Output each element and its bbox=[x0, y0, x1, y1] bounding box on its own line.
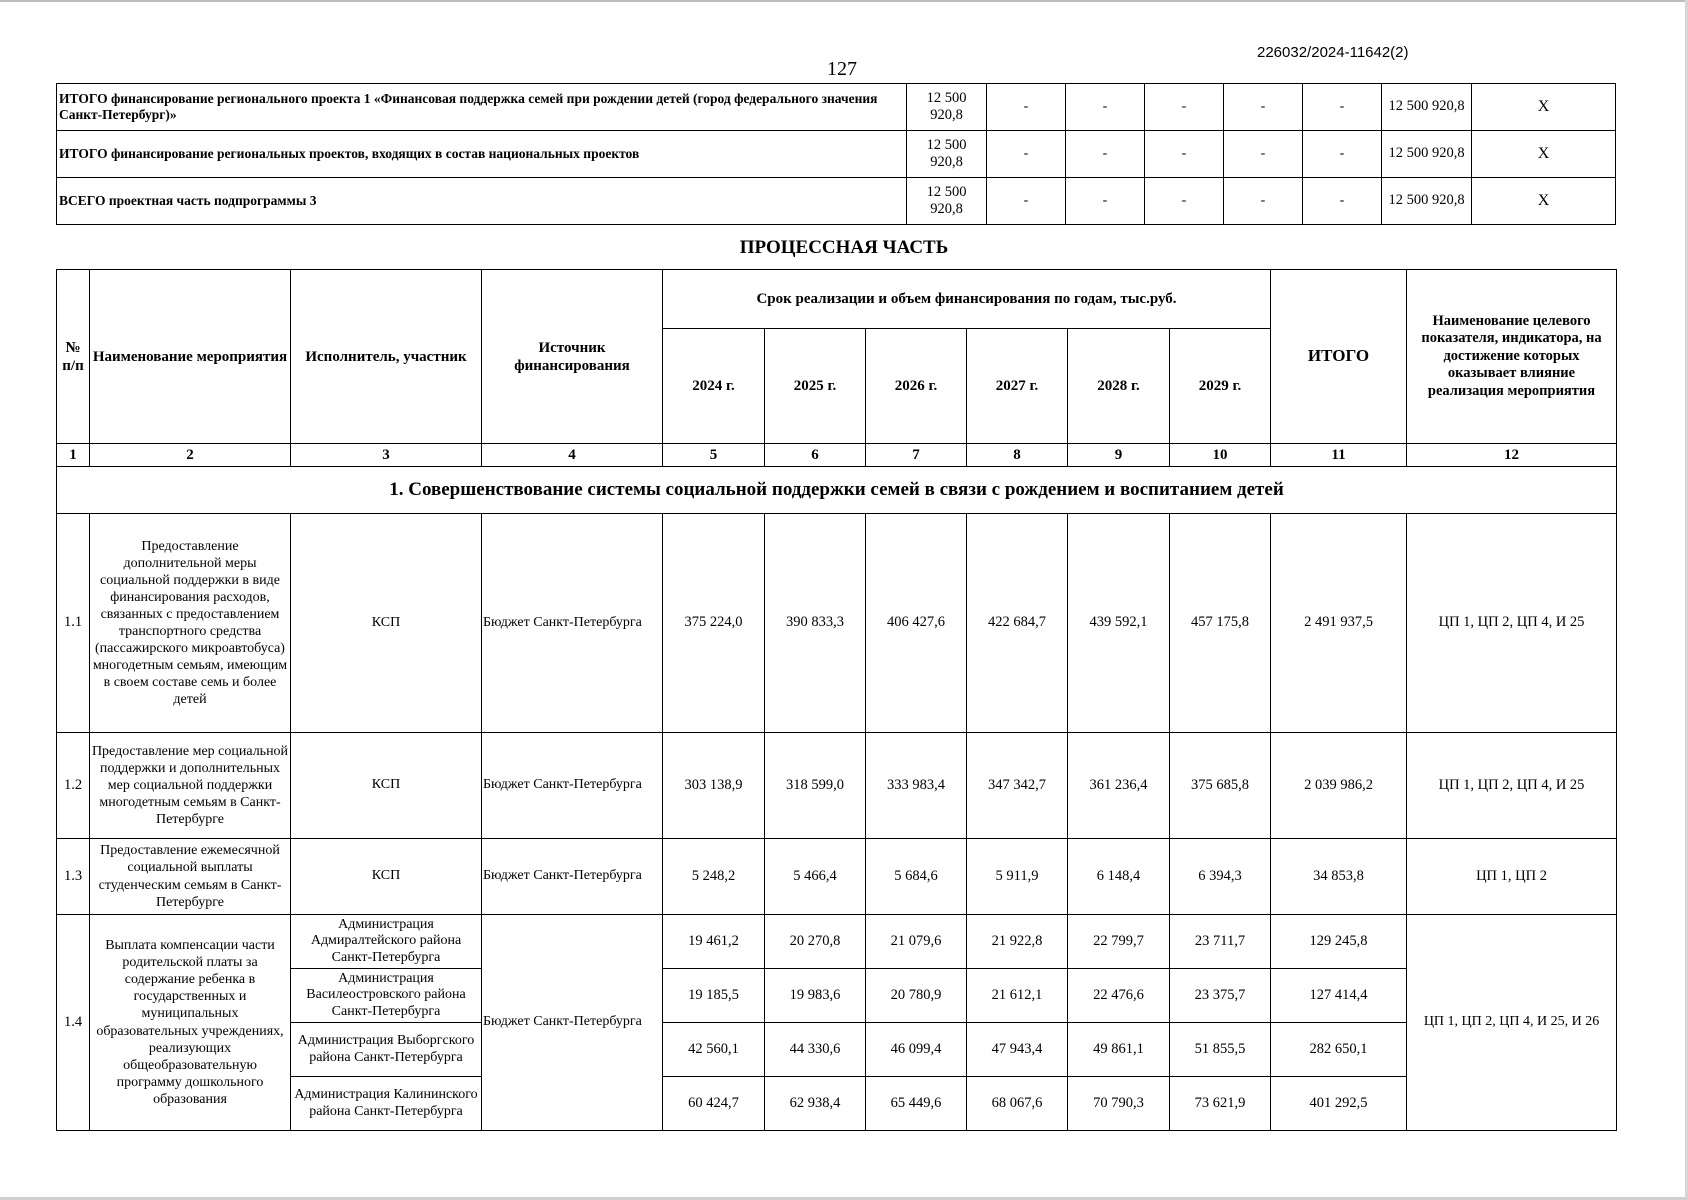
value-2028: 6 148,4 bbox=[1068, 839, 1170, 915]
row-number: 1.4 bbox=[57, 915, 90, 1131]
value-2028: 361 236,4 bbox=[1068, 733, 1170, 839]
row-total: 2 039 986,2 bbox=[1271, 733, 1407, 839]
row-total: 129 245,8 bbox=[1271, 915, 1407, 969]
value-2028: 22 799,7 bbox=[1068, 915, 1170, 969]
column-number: 5 bbox=[663, 444, 765, 467]
value-2024: 19 185,5 bbox=[663, 969, 765, 1023]
value-2027: 347 342,7 bbox=[967, 733, 1068, 839]
column-number: 8 bbox=[967, 444, 1068, 467]
funding-source: Бюджет Санкт-Петербурга bbox=[482, 915, 663, 1131]
row-number: 1.3 bbox=[57, 839, 90, 915]
value-2024: 375 224,0 bbox=[663, 514, 765, 733]
table-subrow bbox=[57, 969, 1617, 1023]
process-table bbox=[56, 269, 1617, 1131]
header-row bbox=[57, 270, 1617, 329]
totals-dash: - bbox=[1066, 84, 1145, 131]
column-number: 12 bbox=[1407, 444, 1617, 467]
section-title: ПРОЦЕССНАЯ ЧАСТЬ bbox=[739, 237, 949, 258]
totals-dash: - bbox=[1224, 178, 1303, 225]
value-2027: 21 612,1 bbox=[967, 969, 1068, 1023]
value-2026: 46 099,4 bbox=[866, 1023, 967, 1077]
totals-dash: - bbox=[1303, 178, 1382, 225]
value-2029: 23 375,7 bbox=[1170, 969, 1271, 1023]
totals-row bbox=[57, 178, 1616, 225]
column-number: 9 bbox=[1068, 444, 1170, 467]
totals-dash: - bbox=[1066, 131, 1145, 178]
totals-2024: 12 500 920,8 bbox=[907, 178, 987, 225]
totals-row bbox=[57, 131, 1616, 178]
header-name: Наименование мероприятия bbox=[90, 270, 291, 444]
activity-name: Предоставление ежемесячной социальной выплаты студенческим семьям в Санкт-Петербурге bbox=[90, 839, 291, 915]
executor: КСП bbox=[291, 839, 482, 915]
executor: КСП bbox=[291, 514, 482, 733]
header-indicator: Наименование целевого показателя, индикатора, на достижение которых оказывает влияние реализация мероприятия bbox=[1407, 270, 1617, 444]
value-2027: 422 684,7 bbox=[967, 514, 1068, 733]
column-number: 11 bbox=[1271, 444, 1407, 467]
value-2026: 20 780,9 bbox=[866, 969, 967, 1023]
header-period: Срок реализации и объем финансирования по годам, тыс.руб. bbox=[663, 270, 1271, 329]
header-source: Источник финансирования bbox=[482, 270, 663, 444]
table-subrow bbox=[57, 1077, 1617, 1131]
value-2029: 73 621,9 bbox=[1170, 1077, 1271, 1131]
scan-edge-top bbox=[0, 0, 1688, 2]
totals-dash: - bbox=[1066, 178, 1145, 225]
value-2026: 406 427,6 bbox=[866, 514, 967, 733]
table-row bbox=[57, 839, 1617, 915]
indicator: ЦП 1, ЦП 2 bbox=[1407, 839, 1617, 915]
column-number: 2 bbox=[90, 444, 291, 467]
value-2029: 6 394,3 bbox=[1170, 839, 1271, 915]
value-2024: 19 461,2 bbox=[663, 915, 765, 969]
totals-dash: - bbox=[1303, 131, 1382, 178]
value-2025: 318 599,0 bbox=[765, 733, 866, 839]
header-year: 2027 г. bbox=[967, 329, 1068, 444]
executor: Администрация Василеостровского района Санкт-Петербурга bbox=[291, 969, 482, 1023]
value-2026: 21 079,6 bbox=[866, 915, 967, 969]
executor: Администрация Адмиралтейского района Санкт-Петербурга bbox=[291, 915, 482, 969]
value-2027: 47 943,4 bbox=[967, 1023, 1068, 1077]
funding-source: Бюджет Санкт-Петербурга bbox=[482, 733, 663, 839]
indicator: ЦП 1, ЦП 2, ЦП 4, И 25 bbox=[1407, 733, 1617, 839]
column-number: 10 bbox=[1170, 444, 1271, 467]
totals-dash: - bbox=[1145, 178, 1224, 225]
totals-dash: - bbox=[1224, 84, 1303, 131]
totals-sum: 12 500 920,8 bbox=[1382, 84, 1472, 131]
column-number: 4 bbox=[482, 444, 663, 467]
totals-mark: Х bbox=[1472, 84, 1616, 131]
totals-mark: Х bbox=[1472, 131, 1616, 178]
value-2025: 5 466,4 bbox=[765, 839, 866, 915]
table-row bbox=[57, 733, 1617, 839]
totals-dash: - bbox=[1303, 84, 1382, 131]
value-2024: 303 138,9 bbox=[663, 733, 765, 839]
totals-2024: 12 500 920,8 bbox=[907, 131, 987, 178]
header-year: 2029 г. bbox=[1170, 329, 1271, 444]
totals-dash: - bbox=[987, 178, 1066, 225]
value-2024: 5 248,2 bbox=[663, 839, 765, 915]
section-heading: 1. Совершенствование системы социальной поддержки семей в связи с рождением и воспитанием детей bbox=[57, 467, 1617, 514]
row-total: 2 491 937,5 bbox=[1271, 514, 1407, 733]
value-2026: 5 684,6 bbox=[866, 839, 967, 915]
header-year: 2028 г. bbox=[1068, 329, 1170, 444]
row-total: 34 853,8 bbox=[1271, 839, 1407, 915]
header-year: 2025 г. bbox=[765, 329, 866, 444]
column-number: 1 bbox=[57, 444, 90, 467]
funding-source: Бюджет Санкт-Петербурга bbox=[482, 514, 663, 733]
activity-name: Предоставление дополнительной меры социальной поддержки в виде финансирования расходов, связанных с предоставлением транспортного средства (пассажирского микроавтобуса) многодетным семьям, имеющим в своем составе семь и более детей bbox=[90, 514, 291, 733]
executor: КСП bbox=[291, 733, 482, 839]
totals-dash: - bbox=[987, 84, 1066, 131]
value-2027: 68 067,6 bbox=[967, 1077, 1068, 1131]
indicator: ЦП 1, ЦП 2, ЦП 4, И 25 bbox=[1407, 514, 1617, 733]
value-2028: 70 790,3 bbox=[1068, 1077, 1170, 1131]
value-2026: 65 449,6 bbox=[866, 1077, 967, 1131]
indicator: ЦП 1, ЦП 2, ЦП 4, И 25, И 26 bbox=[1407, 915, 1617, 1131]
value-2029: 51 855,5 bbox=[1170, 1023, 1271, 1077]
funding-source: Бюджет Санкт-Петербурга bbox=[482, 839, 663, 915]
value-2029: 457 175,8 bbox=[1170, 514, 1271, 733]
row-total: 401 292,5 bbox=[1271, 1077, 1407, 1131]
row-total: 282 650,1 bbox=[1271, 1023, 1407, 1077]
totals-label: ИТОГО финансирование регионального проекта 1 «Финансовая поддержка семей при рождении детей (город федерального значения Санкт-Петербург)» bbox=[57, 84, 907, 131]
totals-table bbox=[56, 83, 1616, 225]
header-total: ИТОГО bbox=[1271, 270, 1407, 444]
column-number: 6 bbox=[765, 444, 866, 467]
executor: Администрация Калининского района Санкт-Петербурга bbox=[291, 1077, 482, 1131]
value-2025: 44 330,6 bbox=[765, 1023, 866, 1077]
value-2025: 62 938,4 bbox=[765, 1077, 866, 1131]
totals-sum: 12 500 920,8 bbox=[1382, 131, 1472, 178]
value-2028: 439 592,1 bbox=[1068, 514, 1170, 733]
header-executor: Исполнитель, участник bbox=[291, 270, 482, 444]
value-2025: 390 833,3 bbox=[765, 514, 866, 733]
section-heading-row bbox=[57, 467, 1617, 514]
table-subrow bbox=[57, 1023, 1617, 1077]
row-number: 1.1 bbox=[57, 514, 90, 733]
totals-mark: Х bbox=[1472, 178, 1616, 225]
value-2027: 5 911,9 bbox=[967, 839, 1068, 915]
activity-name: Выплата компенсации части родительской платы за содержание ребенка в государственных и муниципальных образовательных учреждениях, реализующих общеобразовательную программу дошкольного образования bbox=[90, 915, 291, 1131]
column-numbers-row bbox=[57, 444, 1617, 467]
executor: Администрация Выборгского района Санкт-Петербурга bbox=[291, 1023, 482, 1077]
row-total: 127 414,4 bbox=[1271, 969, 1407, 1023]
totals-label: ИТОГО финансирование региональных проектов, входящих в состав национальных проектов bbox=[57, 131, 907, 178]
header-year: 2024 г. bbox=[663, 329, 765, 444]
value-2025: 19 983,6 bbox=[765, 969, 866, 1023]
value-2024: 42 560,1 bbox=[663, 1023, 765, 1077]
table-row bbox=[57, 514, 1617, 733]
value-2027: 21 922,8 bbox=[967, 915, 1068, 969]
totals-2024: 12 500 920,8 bbox=[907, 84, 987, 131]
totals-row bbox=[57, 84, 1616, 131]
value-2028: 49 861,1 bbox=[1068, 1023, 1170, 1077]
value-2025: 20 270,8 bbox=[765, 915, 866, 969]
table-row bbox=[57, 915, 1617, 969]
totals-dash: - bbox=[1145, 84, 1224, 131]
column-number: 3 bbox=[291, 444, 482, 467]
totals-dash: - bbox=[1145, 131, 1224, 178]
totals-sum: 12 500 920,8 bbox=[1382, 178, 1472, 225]
value-2029: 23 711,7 bbox=[1170, 915, 1271, 969]
header-num: № п/п bbox=[57, 270, 90, 444]
header-year: 2026 г. bbox=[866, 329, 967, 444]
column-number: 7 bbox=[866, 444, 967, 467]
page-number: 127 bbox=[827, 58, 857, 80]
document-id: 226032/2024-11642(2) bbox=[1257, 44, 1409, 61]
value-2029: 375 685,8 bbox=[1170, 733, 1271, 839]
totals-dash: - bbox=[1224, 131, 1303, 178]
totals-label: ВСЕГО проектная часть подпрограммы 3 bbox=[57, 178, 907, 225]
value-2026: 333 983,4 bbox=[866, 733, 967, 839]
row-number: 1.2 bbox=[57, 733, 90, 839]
value-2024: 60 424,7 bbox=[663, 1077, 765, 1131]
activity-name: Предоставление мер социальной поддержки и дополнительных мер социальной поддержки многодетным семьям в Санкт-Петербурге bbox=[90, 733, 291, 839]
value-2028: 22 476,6 bbox=[1068, 969, 1170, 1023]
totals-dash: - bbox=[987, 131, 1066, 178]
